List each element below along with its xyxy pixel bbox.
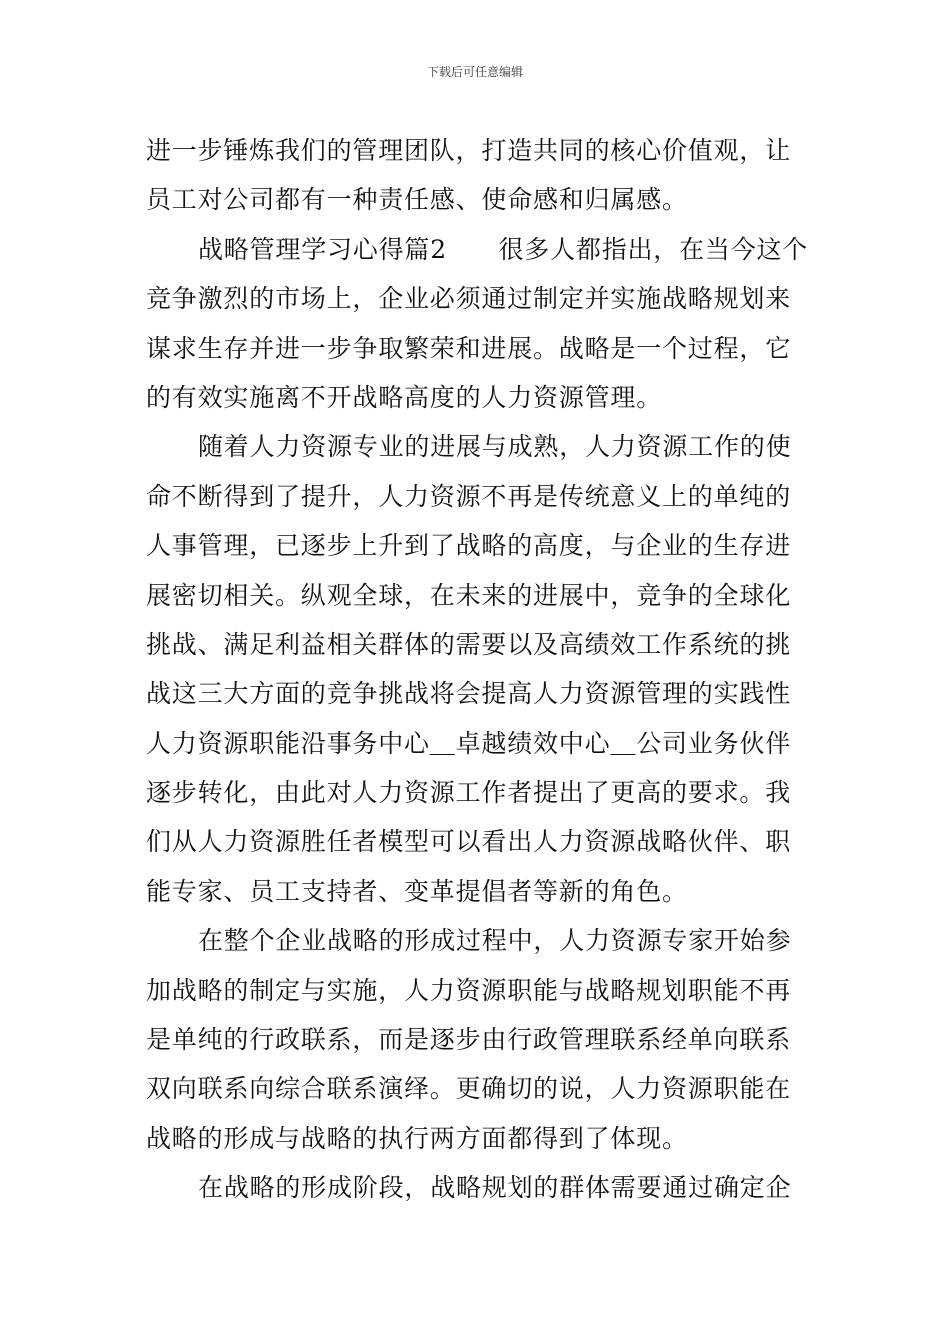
document-body [146, 126, 809, 1213]
text-line: 进一步锤炼我们的管理团队，打造共同的核心价值观，让 [146, 136, 792, 165]
text-line: 挑战、满足利益相关群体的需要以及高绩效工作系统的挑 [146, 629, 792, 659]
text-line: 能专家、员工支持者、变革提倡者等新的角色。 [146, 876, 688, 906]
text-line: 战这三大方面的竞争挑战将会提高人力资源管理的实践性 [146, 679, 792, 709]
text-line: 人事管理，已逐步上升到了战略的高度，与企业的生存进 [146, 531, 792, 561]
text-line: 们从人力资源胜任者模型可以看出人力资源战略伙伴、职 [146, 827, 792, 857]
text-line: 战略的形成与战略的执行两方面都得到了体现。 [146, 1123, 688, 1153]
text-line: 谋求生存并进一步争取繁荣和进展。战略是一个过程，它 [146, 333, 792, 363]
text-line: 命不断得到了提升，人力资源不再是传统意义上的单纯的 [146, 481, 792, 511]
text-line: 逐步转化，由此对人力资源工作者提出了更高的要求。我 [146, 778, 792, 808]
text-line: 双向联系向综合联系演绎。更确切的说，人力资源职能在 [146, 1074, 792, 1104]
text-line: 员工对公司都有一种责任感、使命感和归属感。 [146, 185, 688, 215]
paragraph-first-line: 在整个企业战略的形成过程中，人力资源专家开始参 [198, 926, 792, 956]
text-line: 展密切相关。纵观全球，在未来的进展中，竞争的全球化 [146, 580, 792, 610]
page-header: 下载后可任意编辑 [426, 65, 523, 79]
text-line: 竞争激烈的市场上，企业必须通过制定并实施战略规划来 [146, 284, 792, 314]
paragraph-first-line: 战略管理学习心得篇2 很多人都指出，在当今这个 [198, 234, 809, 264]
paragraph-first-line: 随着人力资源专业的进展与成熟，人力资源工作的使 [198, 432, 792, 462]
text-line: 是单纯的行政联系，而是逐步由行政管理联系经单向联系 [146, 1025, 792, 1055]
text-line: 人力资源职能沿事务中心＿卓越绩效中心＿公司业务伙伴 [146, 728, 792, 758]
text-line: 的有效实施离不开战略高度的人力资源管理。 [146, 382, 663, 412]
text-line: 加战略的制定与实施，人力资源职能与战略规划职能不再 [146, 975, 792, 1005]
paragraph-first-line: 在战略的形成阶段，战略规划的群体需要通过确定企 [198, 1173, 792, 1203]
